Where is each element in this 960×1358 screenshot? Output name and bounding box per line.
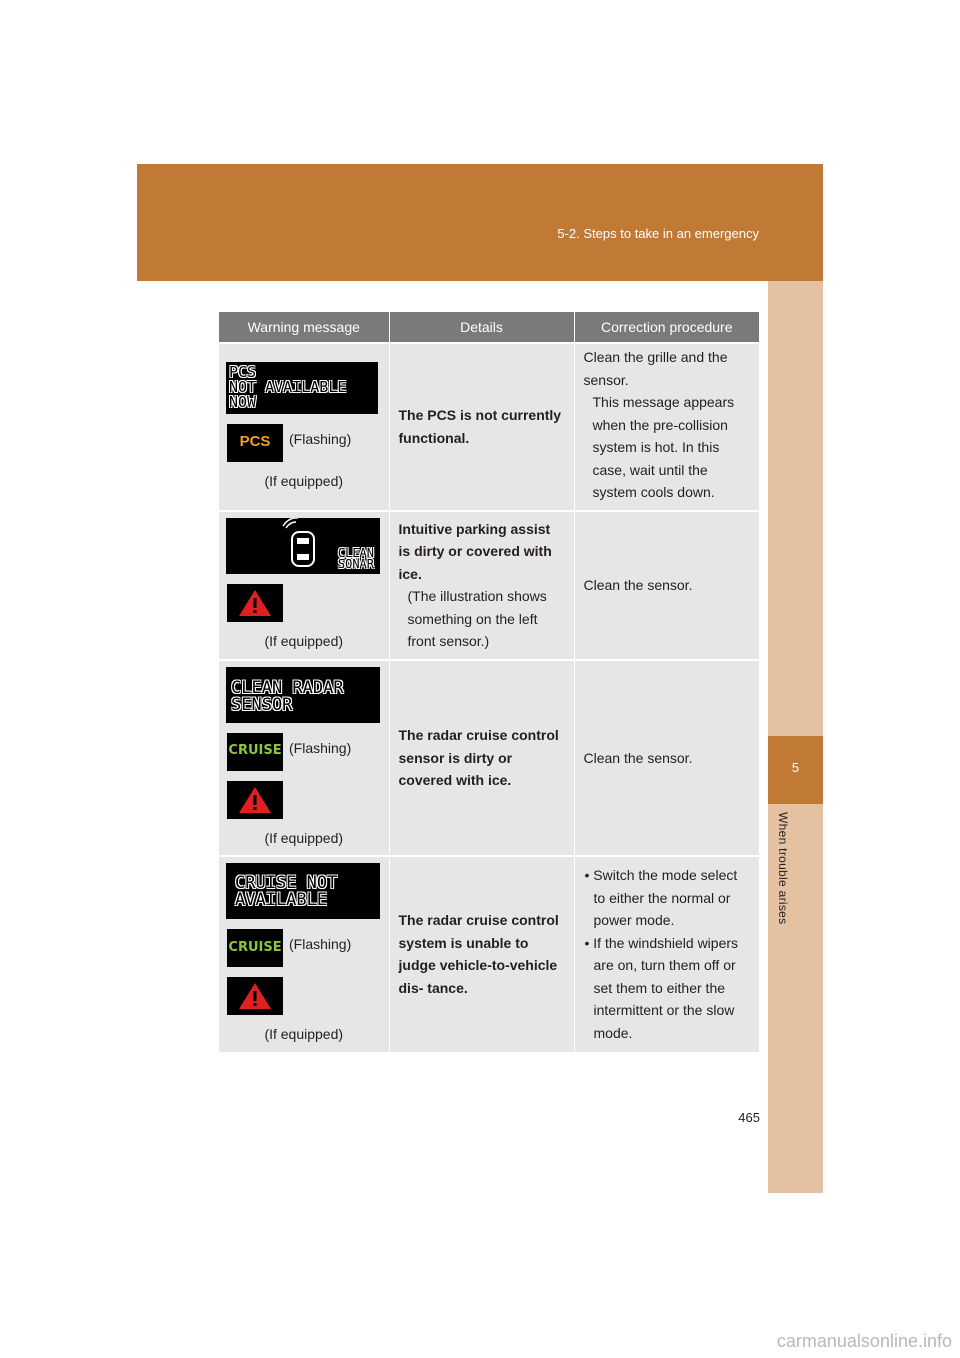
correction-text: Clean the sensor. xyxy=(583,749,693,766)
lcd-display xyxy=(226,362,378,414)
col-header-details: Details xyxy=(389,312,574,343)
cruise-indicator-icon xyxy=(227,929,283,967)
details-cell xyxy=(389,856,574,1052)
lcd-line: NOT AVAILABLE xyxy=(229,377,347,396)
indicator-label: PCS xyxy=(239,433,271,451)
correction-cell xyxy=(574,856,759,1052)
warning-message-table xyxy=(219,312,759,1052)
table-row xyxy=(219,856,759,1052)
lcd-line: PCS xyxy=(229,362,257,381)
details-text: Intuitive parking assist is dirty or covered with ice. xyxy=(398,520,552,582)
warning-cell xyxy=(219,343,389,511)
col-header-correction: Correction procedure xyxy=(574,312,759,343)
chapter-title: When trouble arises xyxy=(776,812,790,925)
if-equipped-note: (If equipped) xyxy=(264,829,344,846)
flashing-note: (Flashing) xyxy=(289,936,352,952)
if-equipped-note: (If equipped) xyxy=(264,472,344,489)
table-row xyxy=(219,511,759,660)
details-text: The radar cruise control sensor is dirty or covered with ice. xyxy=(398,727,559,788)
correction-text: Clean the grille and the sensor. xyxy=(583,349,728,388)
watermark: carmanualsonline.info xyxy=(776,1331,952,1351)
indicator-label: CRUISE xyxy=(228,743,282,759)
table-header-row xyxy=(219,312,759,343)
section-title: 5-2. Steps to take in an emergency xyxy=(557,226,759,241)
lcd-line: CRUISE NOT xyxy=(235,873,338,893)
if-equipped-note: (If equipped) xyxy=(264,1026,344,1042)
correction-note: This message appears when the pre-collision system is hot. In this case, wait until the system cools down. xyxy=(592,394,735,500)
details-note: (The illustration shows something on the left front sensor.) xyxy=(407,588,547,649)
lcd-line: NOW xyxy=(229,392,257,411)
details-cell xyxy=(389,660,574,857)
correction-bullet: • Switch the mode select to either the normal or power mode. xyxy=(584,867,738,929)
details-cell xyxy=(389,511,574,660)
col-header-warning: Warning message xyxy=(219,312,389,343)
lcd-display xyxy=(226,863,380,919)
table-row xyxy=(219,343,759,511)
cruise-indicator-icon xyxy=(227,733,283,771)
table-row xyxy=(219,660,759,857)
warning-cell xyxy=(219,660,389,857)
warning-cell xyxy=(219,856,389,1052)
warning-triangle-icon xyxy=(227,977,283,1015)
lcd-display xyxy=(226,667,380,723)
if-equipped-note: (If equipped) xyxy=(264,632,344,649)
warning-cell xyxy=(219,511,389,660)
lcd-line: SENSOR xyxy=(231,694,293,715)
chapter-number: 5 xyxy=(791,760,800,775)
header-band xyxy=(137,164,823,281)
details-text: The PCS is not currently functional. xyxy=(398,407,562,446)
lcd-line: CLEAN RADAR xyxy=(231,677,344,698)
correction-bullet: • If the windshield wipers are on, turn them off or set them to either the intermittent or the slow mode. xyxy=(584,934,739,1041)
indicator-label: CRUISE xyxy=(228,939,282,955)
pcs-indicator-icon xyxy=(227,424,283,462)
correction-cell xyxy=(574,660,759,857)
correction-cell xyxy=(574,343,759,511)
details-cell xyxy=(389,343,574,511)
lcd-display xyxy=(226,518,380,574)
correction-cell xyxy=(574,511,759,660)
chapter-tab xyxy=(768,736,823,804)
lcd-line: CLEAN xyxy=(337,545,374,560)
warning-triangle-icon xyxy=(227,584,283,622)
warning-triangle-icon xyxy=(227,781,283,819)
flashing-note: (Flashing) xyxy=(289,430,352,447)
flashing-note: (Flashing) xyxy=(289,739,352,756)
lcd-line: AVAILABLE xyxy=(235,890,328,910)
correction-text: Clean the sensor. xyxy=(583,576,693,593)
page-number: 465 xyxy=(738,1110,760,1125)
lcd-line: SONAR xyxy=(337,556,374,571)
details-text: The radar cruise control system is unable to judge vehicle-to-vehicle dis- tance. xyxy=(398,912,559,996)
